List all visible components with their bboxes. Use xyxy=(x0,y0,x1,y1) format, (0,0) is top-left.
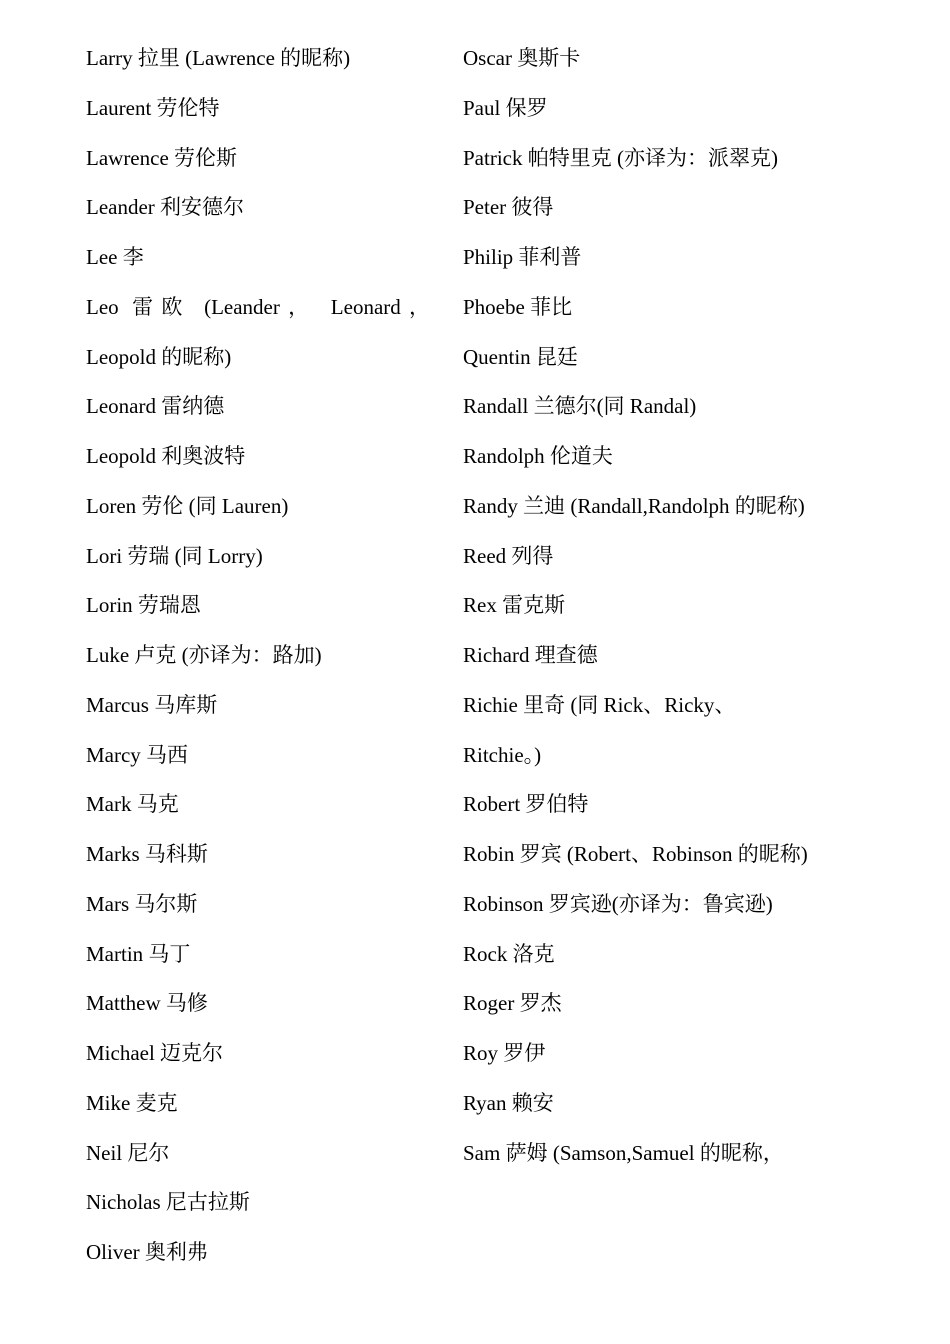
name-entry: Rock 洛克 xyxy=(463,941,555,966)
name-entry: Lori 劳瑞 (同 Lorry) xyxy=(86,543,263,568)
name-entry: Marcus 马库斯 xyxy=(86,692,218,717)
name-entry: Matthew 马修 xyxy=(86,991,208,1016)
name-entry: Oliver 奥利弗 xyxy=(86,1240,208,1264)
name-entry: Robert 罗伯特 xyxy=(463,792,589,817)
name-entry: Randolph 伦道夫 xyxy=(463,444,613,468)
name-entry: Rex 雷克斯 xyxy=(463,593,566,618)
name-entry: Mark 马克 xyxy=(86,792,179,817)
left-name-column xyxy=(86,34,430,1278)
name-entry: Leander 利安德尔 xyxy=(86,195,245,220)
name-entry: Paul 保罗 xyxy=(463,95,548,120)
name-entry: Peter 彼得 xyxy=(463,195,554,220)
name-entry: Marks 马科斯 xyxy=(86,842,208,866)
right-name-column xyxy=(463,34,808,1178)
name-entry: Laurent 劳伦特 xyxy=(86,95,220,120)
name-entry: Roy 罗伊 xyxy=(463,1041,546,1065)
name-entry: Mike 麦克 xyxy=(86,1090,178,1115)
name-entry: Michael 迈克尔 xyxy=(86,1041,224,1065)
name-entry: Leonard 雷纳德 xyxy=(86,394,225,419)
name-entry: Marcy 马西 xyxy=(86,742,189,767)
name-entry: Mars 马尔斯 xyxy=(86,891,198,916)
name-entry: Quentin 昆廷 xyxy=(463,344,578,369)
name-entry: Phoebe 菲比 xyxy=(463,294,573,319)
name-entry: Martin 马丁 xyxy=(86,941,191,966)
name-entry: Oscar 奥斯卡 xyxy=(463,46,581,70)
name-entry: Patrick 帕特里克 (亦译为：派翠克) xyxy=(463,145,778,170)
name-entry: Luke 卢克 (亦译为：路加) xyxy=(86,643,322,667)
name-entry: Richie 里奇 (同 Rick、Ricky、Ritchie。) xyxy=(463,692,736,767)
name-entry: Robin 罗宾 (Robert、Robinson 的昵称) xyxy=(463,842,808,866)
name-entry: Loren 劳伦 (同 Lauren) xyxy=(86,493,289,518)
name-entry: Lawrence 劳伦斯 xyxy=(86,145,238,170)
name-entry: Robinson 罗宾逊(亦译为：鲁宾逊) xyxy=(463,891,773,916)
name-entry: Neil 尼尔 xyxy=(86,1140,170,1165)
name-entry: Sam 萨姆 (Samson,Samuel 的昵称， xyxy=(463,1140,784,1165)
name-entry: Lorin 劳瑞恩 xyxy=(86,593,201,618)
name-entry: Larry 拉里 (Lawrence 的昵称) xyxy=(86,46,351,70)
name-entry: Leo 雷欧 (Leander， Leonard， Leopold 的昵称) xyxy=(86,294,430,369)
name-entry: Roger 罗杰 xyxy=(463,991,562,1016)
name-entry: Randy 兰迪 (Randall,Randolph 的昵称) xyxy=(463,493,805,518)
name-entry: Nicholas 尼古拉斯 xyxy=(86,1190,250,1215)
name-entry: Randall 兰德尔(同 Randal) xyxy=(463,394,697,419)
name-entry: Ryan 赖安 xyxy=(463,1090,554,1115)
name-entry: Reed 列得 xyxy=(463,543,554,568)
name-entry: Lee 李 xyxy=(86,245,144,269)
name-entry: Philip 菲利普 xyxy=(463,245,582,269)
name-entry: Richard 理查德 xyxy=(463,643,598,667)
name-entry: Leopold 利奥波特 xyxy=(86,444,246,468)
